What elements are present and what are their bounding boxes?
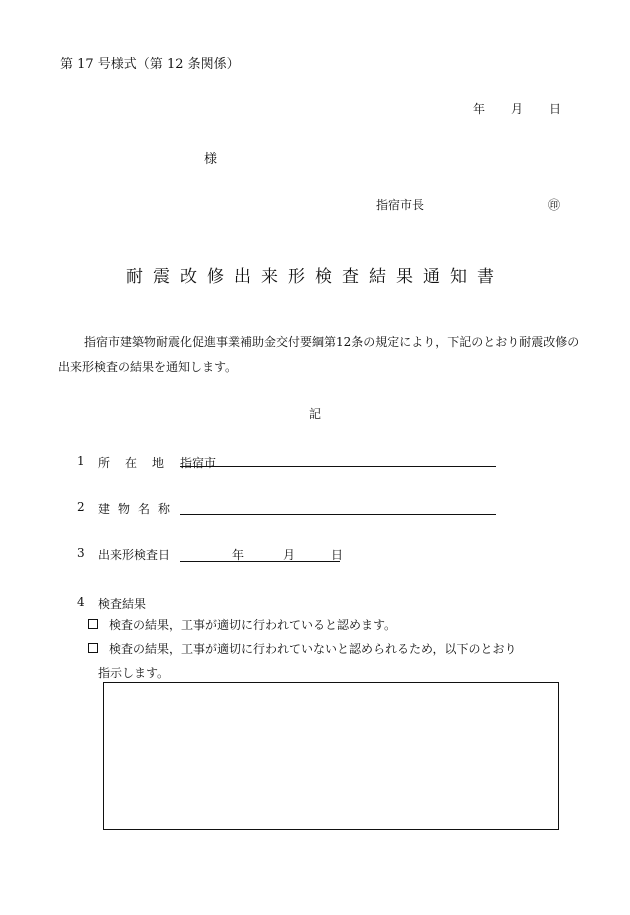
body-text bbox=[58, 330, 588, 380]
location-value: 指宿市 bbox=[180, 456, 217, 470]
instruction-box[interactable] bbox=[103, 682, 559, 830]
item-1-number: 1 bbox=[77, 454, 85, 468]
building-name-field[interactable] bbox=[180, 498, 496, 515]
item-2-number: 2 bbox=[77, 500, 85, 514]
item-3-number: 3 bbox=[77, 546, 85, 560]
body-line-2: 出来形検査の結果を通知します。 bbox=[58, 360, 238, 374]
date-year-unit: 年 bbox=[473, 102, 486, 116]
seal-mark: ㊞ bbox=[548, 198, 561, 212]
result-ok-checkbox[interactable] bbox=[88, 619, 98, 629]
addressee-suffix: 様 bbox=[204, 152, 218, 167]
item-4-number: 4 bbox=[77, 595, 85, 609]
date-line bbox=[473, 100, 563, 118]
item-3-label: 出来形検査日 bbox=[98, 548, 171, 562]
document-title: 耐震改修出来形検査結果通知書 bbox=[126, 267, 504, 287]
item-4-label: 検査結果 bbox=[98, 597, 147, 611]
inspection-month-unit: 月 bbox=[283, 548, 296, 562]
item-2-label: 建物名称 bbox=[98, 502, 179, 516]
inspection-year-unit: 年 bbox=[232, 548, 245, 562]
date-day-unit: 日 bbox=[549, 102, 562, 116]
location-field[interactable] bbox=[180, 450, 496, 467]
item-1-label: 所在地 bbox=[98, 456, 180, 470]
form-number: 第 17 号様式（第 12 条関係） bbox=[60, 57, 240, 72]
ki-heading: 記 bbox=[308, 407, 321, 421]
result-ng-checkbox[interactable] bbox=[88, 643, 98, 653]
issuer-name: 指宿市長 bbox=[376, 198, 425, 212]
inspection-date-field[interactable] bbox=[180, 545, 340, 562]
result-ng-text: 検査の結果，工事が適切に行われていないと認められるため，以下のとおり bbox=[109, 642, 517, 656]
body-line-1: 指宿市建築物耐震化促進事業補助金交付要綱第12条の規定により，下記のとおり耐震改修の bbox=[84, 335, 580, 349]
result-ok-text: 検査の結果，工事が適切に行われていると認めます。 bbox=[109, 618, 397, 632]
inspection-day-unit: 日 bbox=[331, 548, 344, 562]
result-ng-text-continuation: 指示します。 bbox=[98, 666, 170, 680]
date-month-unit: 月 bbox=[511, 102, 524, 116]
